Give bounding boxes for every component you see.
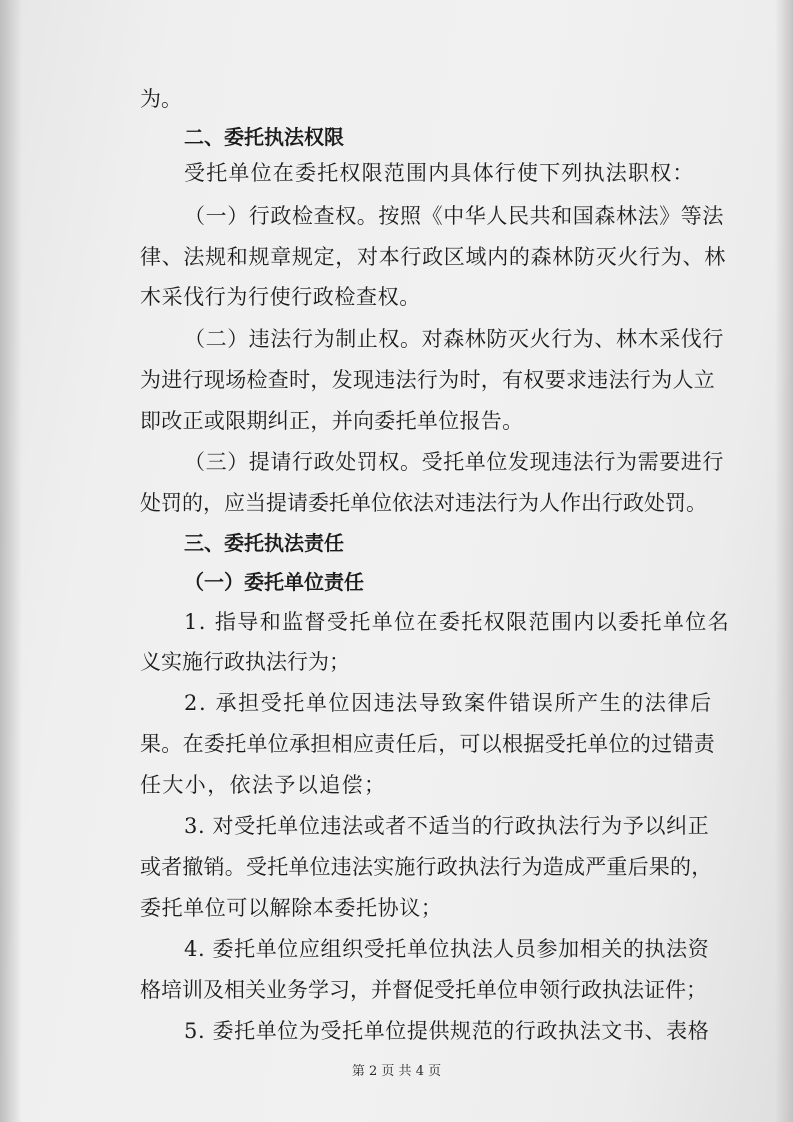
paragraph-line: 为进行现场检查时，发现违法行为时，有权要求违法行为人立 xyxy=(140,368,716,392)
paragraph-line: 4. 委托单位应组织受托单位执法人员参加相关的执法资 xyxy=(184,937,710,961)
paragraph-line: 5. 委托单位为受托单位提供规范的行政执法文书、表格 xyxy=(184,1019,710,1043)
paragraph-line: （二）违法行为制止权。对森林防灭火行为、林木采伐行 xyxy=(184,327,724,351)
subsection-heading: （一）委托单位责任 xyxy=(184,570,364,594)
paragraph-line: 为。 xyxy=(140,87,182,111)
paragraph-line: 任大小，依法予以追偿； xyxy=(140,773,387,797)
paragraph-line: （一）行政检查权。按照《中华人民共和国森林法》等法 xyxy=(184,204,724,228)
paragraph-line: 1. 指导和监督受托单位在委托权限范围内以委托单位名 xyxy=(184,610,731,634)
page-edge-shadow-right xyxy=(775,0,793,1122)
section-heading-3: 三、委托执法责任 xyxy=(184,531,344,555)
paragraph-line: 2. 承担受托单位因违法导致案件错误所产生的法律后 xyxy=(184,691,713,715)
section-heading-2: 二、委托执法权限 xyxy=(184,125,344,149)
paragraph-line: 即改正或限期纠正，并向委托单位报告。 xyxy=(140,409,524,433)
paragraph-line: 格培训及相关业务学习，并督促受托单位申领行政执法证件； xyxy=(140,978,707,1002)
paragraph-line: 处罚的，应当提请委托单位依法对违法行为人作出行政处罚。 xyxy=(140,491,707,515)
paragraph-line: 受托单位在委托权限范围内具体行使下列执法职权： xyxy=(184,161,695,185)
page-number-footer: 第 2 页 共 4 页 xyxy=(351,1064,442,1079)
paragraph-line: 3. 对受托单位违法或者不适当的行政执法行为予以纠正 xyxy=(184,814,710,838)
paragraph-line: 义实施行政执法行为； xyxy=(140,650,350,674)
paragraph-line: 或者撤销。受托单位违法实施行政执法行为造成严重后果的， xyxy=(140,855,713,879)
paragraph-line: 律、法规和规章规定，对本行政区域内的森林防灭火行为、林 xyxy=(140,245,726,269)
paragraph-line: （三）提请行政处罚权。受托单位发现违法行为需要进行 xyxy=(184,450,724,474)
page-edge-shadow-left xyxy=(0,0,22,1122)
paragraph-line: 委托单位可以解除本委托协议； xyxy=(140,896,443,920)
paragraph-line: 木采伐行为行使行政检查权。 xyxy=(140,285,421,309)
paragraph-line: 果。在委托单位承担相应责任后，可以根据受托单位的过错责 xyxy=(140,732,716,756)
